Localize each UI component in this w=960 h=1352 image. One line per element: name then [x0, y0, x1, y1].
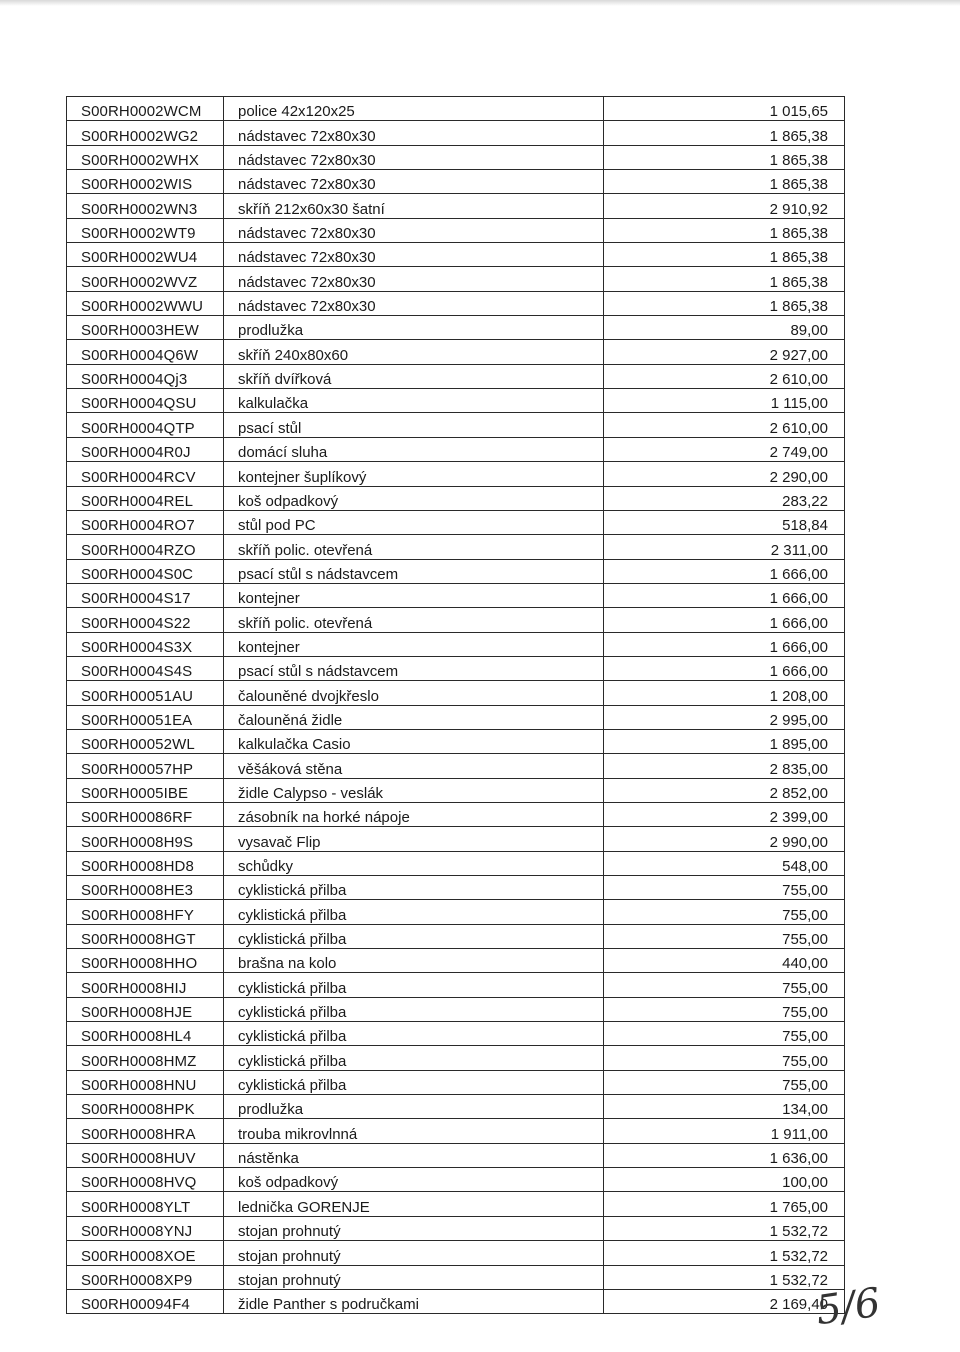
item-code-cell: S00RH0004Qj3	[67, 364, 224, 388]
item-code-cell: S00RH0002WG2	[67, 121, 224, 145]
item-price-cell: 89,00	[604, 316, 845, 340]
table-row	[67, 949, 845, 973]
item-price-cell: 1 911,00	[604, 1119, 845, 1143]
item-code-cell: S00RH0003HEW	[67, 316, 224, 340]
item-name-cell: koš odpadkový	[224, 486, 604, 510]
item-code-cell: S00RH0002WIS	[67, 170, 224, 194]
item-name-cell: cyklistická přilba	[224, 1022, 604, 1046]
item-name-cell: prodlužka	[224, 316, 604, 340]
item-price-cell: 2 749,00	[604, 437, 845, 461]
item-code-cell: S00RH0004R0J	[67, 437, 224, 461]
table-row	[67, 486, 845, 510]
table-row	[67, 729, 845, 753]
item-name-cell: nádstavec 72x80x30	[224, 267, 604, 291]
item-name-cell: stojan prohnutý	[224, 1216, 604, 1240]
table-row	[67, 364, 845, 388]
item-code-cell: S00RH0002WT9	[67, 218, 224, 242]
item-price-cell: 2 610,00	[604, 413, 845, 437]
item-name-cell: cyklistická přilba	[224, 900, 604, 924]
item-price-cell: 755,00	[604, 876, 845, 900]
item-price-cell: 283,22	[604, 486, 845, 510]
item-price-cell: 1 636,00	[604, 1143, 845, 1167]
item-code-cell: S00RH0004RCV	[67, 462, 224, 486]
item-code-cell: S00RH0002WWU	[67, 291, 224, 315]
table-row	[67, 145, 845, 169]
item-code-cell: S00RH0002WHX	[67, 145, 224, 169]
item-price-cell: 100,00	[604, 1168, 845, 1192]
item-code-cell: S00RH0004S4S	[67, 656, 224, 680]
item-price-cell: 755,00	[604, 973, 845, 997]
item-code-cell: S00RH0004S0C	[67, 559, 224, 583]
item-price-cell: 2 990,00	[604, 827, 845, 851]
item-price-cell: 518,84	[604, 510, 845, 534]
item-code-cell: S00RH0004QTP	[67, 413, 224, 437]
item-name-cell: cyklistická přilba	[224, 973, 604, 997]
table-row	[67, 1289, 845, 1313]
item-code-cell: S00RH0008HL4	[67, 1022, 224, 1046]
table-row	[67, 97, 845, 121]
item-code-cell: S00RH0008HVQ	[67, 1168, 224, 1192]
item-price-cell: 1 208,00	[604, 681, 845, 705]
table-row	[67, 802, 845, 826]
table-row	[67, 1046, 845, 1070]
item-code-cell: S00RH0008XP9	[67, 1265, 224, 1289]
table-row	[67, 876, 845, 900]
item-price-cell: 2 927,00	[604, 340, 845, 364]
table-row	[67, 997, 845, 1021]
table-row	[67, 291, 845, 315]
item-code-cell: S00RH0004RZO	[67, 535, 224, 559]
item-code-cell: S00RH0008HPK	[67, 1095, 224, 1119]
item-name-cell: židle Panther s područkami	[224, 1289, 604, 1313]
item-price-cell: 1 865,38	[604, 243, 845, 267]
item-price-cell: 548,00	[604, 851, 845, 875]
item-name-cell: vysavač Flip	[224, 827, 604, 851]
item-code-cell: S00RH0008HRA	[67, 1119, 224, 1143]
table-row	[67, 1241, 845, 1265]
item-name-cell: čalouněné dvojkřeslo	[224, 681, 604, 705]
item-price-cell: 2 835,00	[604, 754, 845, 778]
item-name-cell: nádstavec 72x80x30	[224, 145, 604, 169]
item-price-cell: 1 765,00	[604, 1192, 845, 1216]
table-row	[67, 1192, 845, 1216]
item-price-cell: 440,00	[604, 949, 845, 973]
item-code-cell: S00RH00052WL	[67, 729, 224, 753]
item-name-cell: čalouněná židle	[224, 705, 604, 729]
table-row	[67, 340, 845, 364]
table-row	[67, 1216, 845, 1240]
table-row	[67, 462, 845, 486]
item-code-cell: S00RH0008HIJ	[67, 973, 224, 997]
item-name-cell: skříň dvířková	[224, 364, 604, 388]
item-code-cell: S00RH0004S22	[67, 608, 224, 632]
item-code-cell: S00RH0004S17	[67, 583, 224, 607]
item-name-cell: cyklistická přilba	[224, 924, 604, 948]
table-row	[67, 1070, 845, 1094]
table-row	[67, 778, 845, 802]
item-name-cell: trouba mikrovlnná	[224, 1119, 604, 1143]
table-row	[67, 510, 845, 534]
item-name-cell: psací stůl	[224, 413, 604, 437]
table-row	[67, 851, 845, 875]
item-code-cell: S00RH0002WU4	[67, 243, 224, 267]
table-row	[67, 194, 845, 218]
item-price-cell: 134,00	[604, 1095, 845, 1119]
item-code-cell: S00RH00086RF	[67, 802, 224, 826]
item-name-cell: nádstavec 72x80x30	[224, 243, 604, 267]
table-row	[67, 608, 845, 632]
item-name-cell: cyklistická přilba	[224, 876, 604, 900]
item-name-cell: zásobník na horké nápoje	[224, 802, 604, 826]
item-price-cell: 755,00	[604, 1046, 845, 1070]
item-code-cell: S00RH0008HGT	[67, 924, 224, 948]
item-name-cell: kalkulačka	[224, 389, 604, 413]
item-name-cell: psací stůl s nádstavcem	[224, 656, 604, 680]
inventory-table	[66, 96, 845, 1314]
item-code-cell: S00RH0004RO7	[67, 510, 224, 534]
item-name-cell: cyklistická přilba	[224, 1070, 604, 1094]
item-price-cell: 755,00	[604, 1022, 845, 1046]
table-row	[67, 437, 845, 461]
item-price-cell: 2 995,00	[604, 705, 845, 729]
table-row	[67, 389, 845, 413]
table-row	[67, 170, 845, 194]
item-price-cell: 1 865,38	[604, 170, 845, 194]
item-price-cell: 755,00	[604, 1070, 845, 1094]
scan-edge	[0, 0, 960, 6]
item-price-cell: 2 399,00	[604, 802, 845, 826]
item-name-cell: kontejner šuplíkový	[224, 462, 604, 486]
table-row	[67, 1022, 845, 1046]
item-code-cell: S00RH00051AU	[67, 681, 224, 705]
item-name-cell: brašna na kolo	[224, 949, 604, 973]
table-row	[67, 121, 845, 145]
item-code-cell: S00RH0008XOE	[67, 1241, 224, 1265]
item-name-cell: koš odpadkový	[224, 1168, 604, 1192]
item-name-cell: lednička GORENJE	[224, 1192, 604, 1216]
item-code-cell: S00RH0005IBE	[67, 778, 224, 802]
item-price-cell: 1 115,00	[604, 389, 845, 413]
table-row	[67, 1265, 845, 1289]
item-code-cell: S00RH00057HP	[67, 754, 224, 778]
item-name-cell: věšáková stěna	[224, 754, 604, 778]
item-price-cell: 1 666,00	[604, 583, 845, 607]
item-name-cell: stojan prohnutý	[224, 1265, 604, 1289]
item-code-cell: S00RH0002WN3	[67, 194, 224, 218]
item-price-cell: 2 910,92	[604, 194, 845, 218]
table-row	[67, 1168, 845, 1192]
item-name-cell: nádstavec 72x80x30	[224, 291, 604, 315]
item-code-cell: S00RH00094F4	[67, 1289, 224, 1313]
item-name-cell: nástěnka	[224, 1143, 604, 1167]
item-code-cell: S00RH0004REL	[67, 486, 224, 510]
item-price-cell: 1 895,00	[604, 729, 845, 753]
item-code-cell: S00RH0008HMZ	[67, 1046, 224, 1070]
item-name-cell: kontejner	[224, 632, 604, 656]
item-price-cell: 2 290,00	[604, 462, 845, 486]
item-price-cell: 1 666,00	[604, 559, 845, 583]
item-price-cell: 1 865,38	[604, 218, 845, 242]
item-name-cell: skříň polic. otevřená	[224, 535, 604, 559]
item-code-cell: S00RH0008HFY	[67, 900, 224, 924]
item-name-cell: stojan prohnutý	[224, 1241, 604, 1265]
table-row	[67, 1095, 845, 1119]
table-row	[67, 1119, 845, 1143]
table-row	[67, 1143, 845, 1167]
item-price-cell: 1 666,00	[604, 656, 845, 680]
table-row	[67, 681, 845, 705]
table-row	[67, 559, 845, 583]
item-code-cell: S00RH0002WCM	[67, 97, 224, 121]
item-price-cell: 1 865,38	[604, 291, 845, 315]
table-row	[67, 973, 845, 997]
item-name-cell: nádstavec 72x80x30	[224, 218, 604, 242]
item-name-cell: police 42x120x25	[224, 97, 604, 121]
item-name-cell: cyklistická přilba	[224, 997, 604, 1021]
item-price-cell: 1 532,72	[604, 1265, 845, 1289]
table-row	[67, 656, 845, 680]
item-code-cell: S00RH0008H9S	[67, 827, 224, 851]
item-price-cell: 2 610,00	[604, 364, 845, 388]
table-row	[67, 243, 845, 267]
item-price-cell: 1 865,38	[604, 121, 845, 145]
item-name-cell: kalkulačka Casio	[224, 729, 604, 753]
table-row	[67, 632, 845, 656]
item-name-cell: prodlužka	[224, 1095, 604, 1119]
item-code-cell: S00RH0008HD8	[67, 851, 224, 875]
table-row	[67, 827, 845, 851]
item-code-cell: S00RH0008HE3	[67, 876, 224, 900]
item-code-cell: S00RH0008HHO	[67, 949, 224, 973]
inventory-table-body	[67, 97, 845, 1314]
item-code-cell: S00RH0004S3X	[67, 632, 224, 656]
item-code-cell: S00RH0008HJE	[67, 997, 224, 1021]
item-price-cell: 1 532,72	[604, 1216, 845, 1240]
item-name-cell: stůl pod PC	[224, 510, 604, 534]
item-price-cell: 755,00	[604, 900, 845, 924]
item-name-cell: cyklistická přilba	[224, 1046, 604, 1070]
item-code-cell: S00RH0008YNJ	[67, 1216, 224, 1240]
item-price-cell: 1 865,38	[604, 267, 845, 291]
item-code-cell: S00RH0008YLT	[67, 1192, 224, 1216]
item-price-cell: 1 666,00	[604, 608, 845, 632]
item-name-cell: skříň polic. otevřená	[224, 608, 604, 632]
item-name-cell: židle Calypso - veslák	[224, 778, 604, 802]
table-row	[67, 583, 845, 607]
item-code-cell: S00RH0008HNU	[67, 1070, 224, 1094]
table-row	[67, 705, 845, 729]
handwritten-page-number: 5/6	[813, 1279, 884, 1335]
table-row	[67, 924, 845, 948]
table-row	[67, 316, 845, 340]
item-price-cell: 1 015,65	[604, 97, 845, 121]
item-price-cell: 1 532,72	[604, 1241, 845, 1265]
item-price-cell: 755,00	[604, 924, 845, 948]
item-name-cell: nádstavec 72x80x30	[224, 121, 604, 145]
item-name-cell: nádstavec 72x80x30	[224, 170, 604, 194]
item-code-cell: S00RH00051EA	[67, 705, 224, 729]
item-price-cell: 1 666,00	[604, 632, 845, 656]
item-name-cell: kontejner	[224, 583, 604, 607]
item-code-cell: S00RH0002WVZ	[67, 267, 224, 291]
table-row	[67, 754, 845, 778]
item-price-cell: 2 852,00	[604, 778, 845, 802]
item-name-cell: skříň 212x60x30 šatní	[224, 194, 604, 218]
item-name-cell: psací stůl s nádstavcem	[224, 559, 604, 583]
item-code-cell: S00RH0004QSU	[67, 389, 224, 413]
table-row	[67, 900, 845, 924]
item-name-cell: domácí sluha	[224, 437, 604, 461]
item-code-cell: S00RH0004Q6W	[67, 340, 224, 364]
table-row	[67, 413, 845, 437]
table-row	[67, 218, 845, 242]
item-price-cell: 2 311,00	[604, 535, 845, 559]
item-price-cell: 755,00	[604, 997, 845, 1021]
item-price-cell: 2 169,40	[604, 1289, 845, 1313]
item-name-cell: skříň 240x80x60	[224, 340, 604, 364]
table-row	[67, 535, 845, 559]
item-price-cell: 1 865,38	[604, 145, 845, 169]
item-name-cell: schůdky	[224, 851, 604, 875]
table-row	[67, 267, 845, 291]
item-code-cell: S00RH0008HUV	[67, 1143, 224, 1167]
